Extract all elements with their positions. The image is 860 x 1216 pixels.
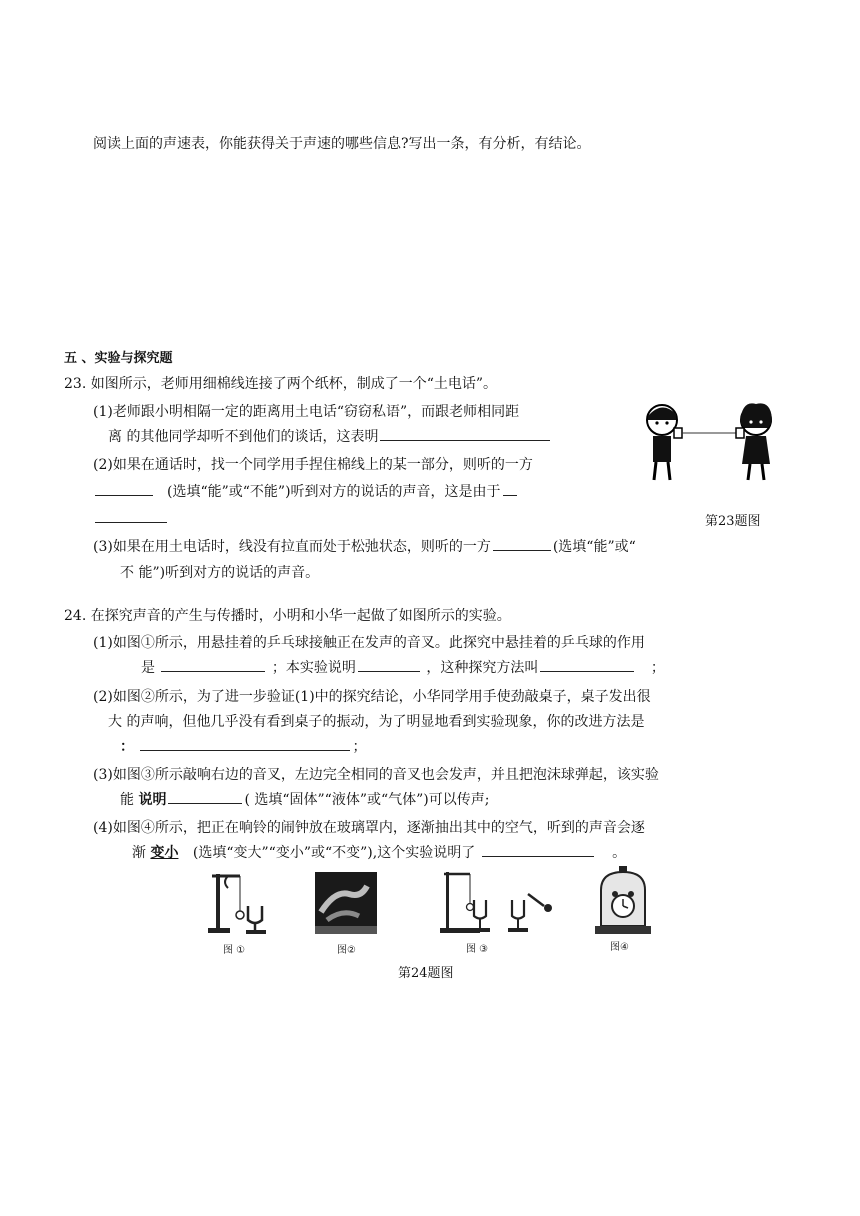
q23-figure-tin-can-phone — [640, 398, 780, 488]
q23-part2-text: (选填“能”或“不能”)听到对方的说话的声音，这是由于 — [167, 484, 501, 500]
q24-part2-line1: (2)如图②所示，为了进一步验证(1)中的探究结论，小华同学用手使劲敲桌子，桌子发出很 — [93, 689, 651, 705]
q24-figure-3-two-tuning-forks — [436, 864, 564, 936]
q24-figure-2-label: 图② — [337, 945, 356, 956]
answer-blank[interactable] — [503, 481, 517, 496]
q24-part3-line2: 能 说明 ( 选填“固体”“液体”或“气体”)可以传声; — [120, 789, 490, 809]
q23-stem: 23. 如图所示，老师用细棉线连接了两个纸杯，制成了一个“土电话”。 — [64, 376, 498, 392]
answer-blank[interactable] — [540, 657, 634, 672]
answer-blank[interactable] — [95, 481, 153, 496]
intro-question: 阅读上面的声速表，你能获得关于声速的哪些信息?写出一条，有分析，有结论。 — [93, 136, 591, 152]
answer-blank[interactable] — [168, 789, 242, 804]
answer-blank[interactable] — [358, 657, 420, 672]
q23-part2-line1: (2)如果在通话时，找一个同学用手捏住棉线上的某一部分，则听的一方 — [93, 457, 533, 473]
answer-blank[interactable] — [95, 508, 167, 523]
q24-part2-line2: 大 的声响，但他几乎没有看到桌子的振动，为了明显地看到实验现象，你的改进方法是 — [108, 714, 645, 730]
q24-part4-line2: 渐 变小 (选填“变大”“变小”或“不变”),这个实验说明了 。 — [132, 842, 626, 862]
q23-part3-line2: 不 能”)听到对方的说话的声音。 — [120, 565, 320, 581]
answer-blank[interactable] — [380, 426, 550, 441]
q24-figure-1-tuning-fork-ball — [200, 868, 280, 938]
q23-part1-line2 — [108, 426, 552, 446]
q24-figure-2-hand-striking-table — [315, 872, 377, 934]
filled-answer: 变小 — [150, 845, 179, 861]
q23-part1-text: 离 的其他同学却听不到他们的谈话，这表明 — [108, 429, 379, 445]
section-heading: 五 、实验与探究题 — [64, 351, 173, 366]
q23-part2-line3 — [93, 508, 169, 527]
q23-part3-text-b: (选填“能”或“ — [552, 539, 636, 555]
q24-part1-line2: 是 ；本实验说明 ，这种探究方法叫 ； — [141, 657, 665, 677]
q24-figure-3-label: 图 ③ — [466, 944, 489, 955]
q24-part3-line1: (3)如图③所示敲响右边的音叉，左边完全相同的音叉也会发声，并且把泡沫球弹起，该实验 — [93, 767, 659, 783]
q24-figure-1-label: 图 ① — [223, 945, 246, 956]
answer-blank[interactable] — [161, 657, 265, 672]
answer-blank[interactable] — [140, 736, 350, 751]
q23-part3-line1 — [93, 536, 636, 556]
answer-blank[interactable] — [493, 536, 551, 551]
q24-part2-line3: ： ； — [120, 736, 366, 756]
q23-figure-caption: 第23题图 — [705, 514, 761, 529]
q24-part1-line1: (1)如图①所示，用悬挂着的乒乓球接触正在发声的音叉。此探究中悬挂着的乒乓球的作用 — [93, 635, 645, 651]
q24-figure-4-bell-jar-alarm-clock — [593, 866, 653, 936]
q24-part4-line1: (4)如图④所示，把正在响铃的闹钟放在玻璃罩内，逐渐抽出其中的空气，听到的声音会逐 — [93, 820, 645, 836]
q24-figure-caption: 第24题图 — [398, 966, 454, 981]
q23-part1-line1: (1)老师跟小明相隔一定的距离用土电话“窃窃私语”，而跟老师相同距 — [93, 404, 520, 420]
q23-part2-line2 — [93, 481, 519, 501]
q24-stem: 24. 在探究声音的产生与传播时，小明和小华一起做了如图所示的实验。 — [64, 608, 511, 624]
q23-part3-text: (3)如果在用土电话时，线没有拉直而处于松弛状态，则听的一方 — [93, 539, 491, 555]
answer-blank[interactable] — [482, 842, 594, 857]
q24-figure-4-label: 图④ — [610, 942, 629, 953]
